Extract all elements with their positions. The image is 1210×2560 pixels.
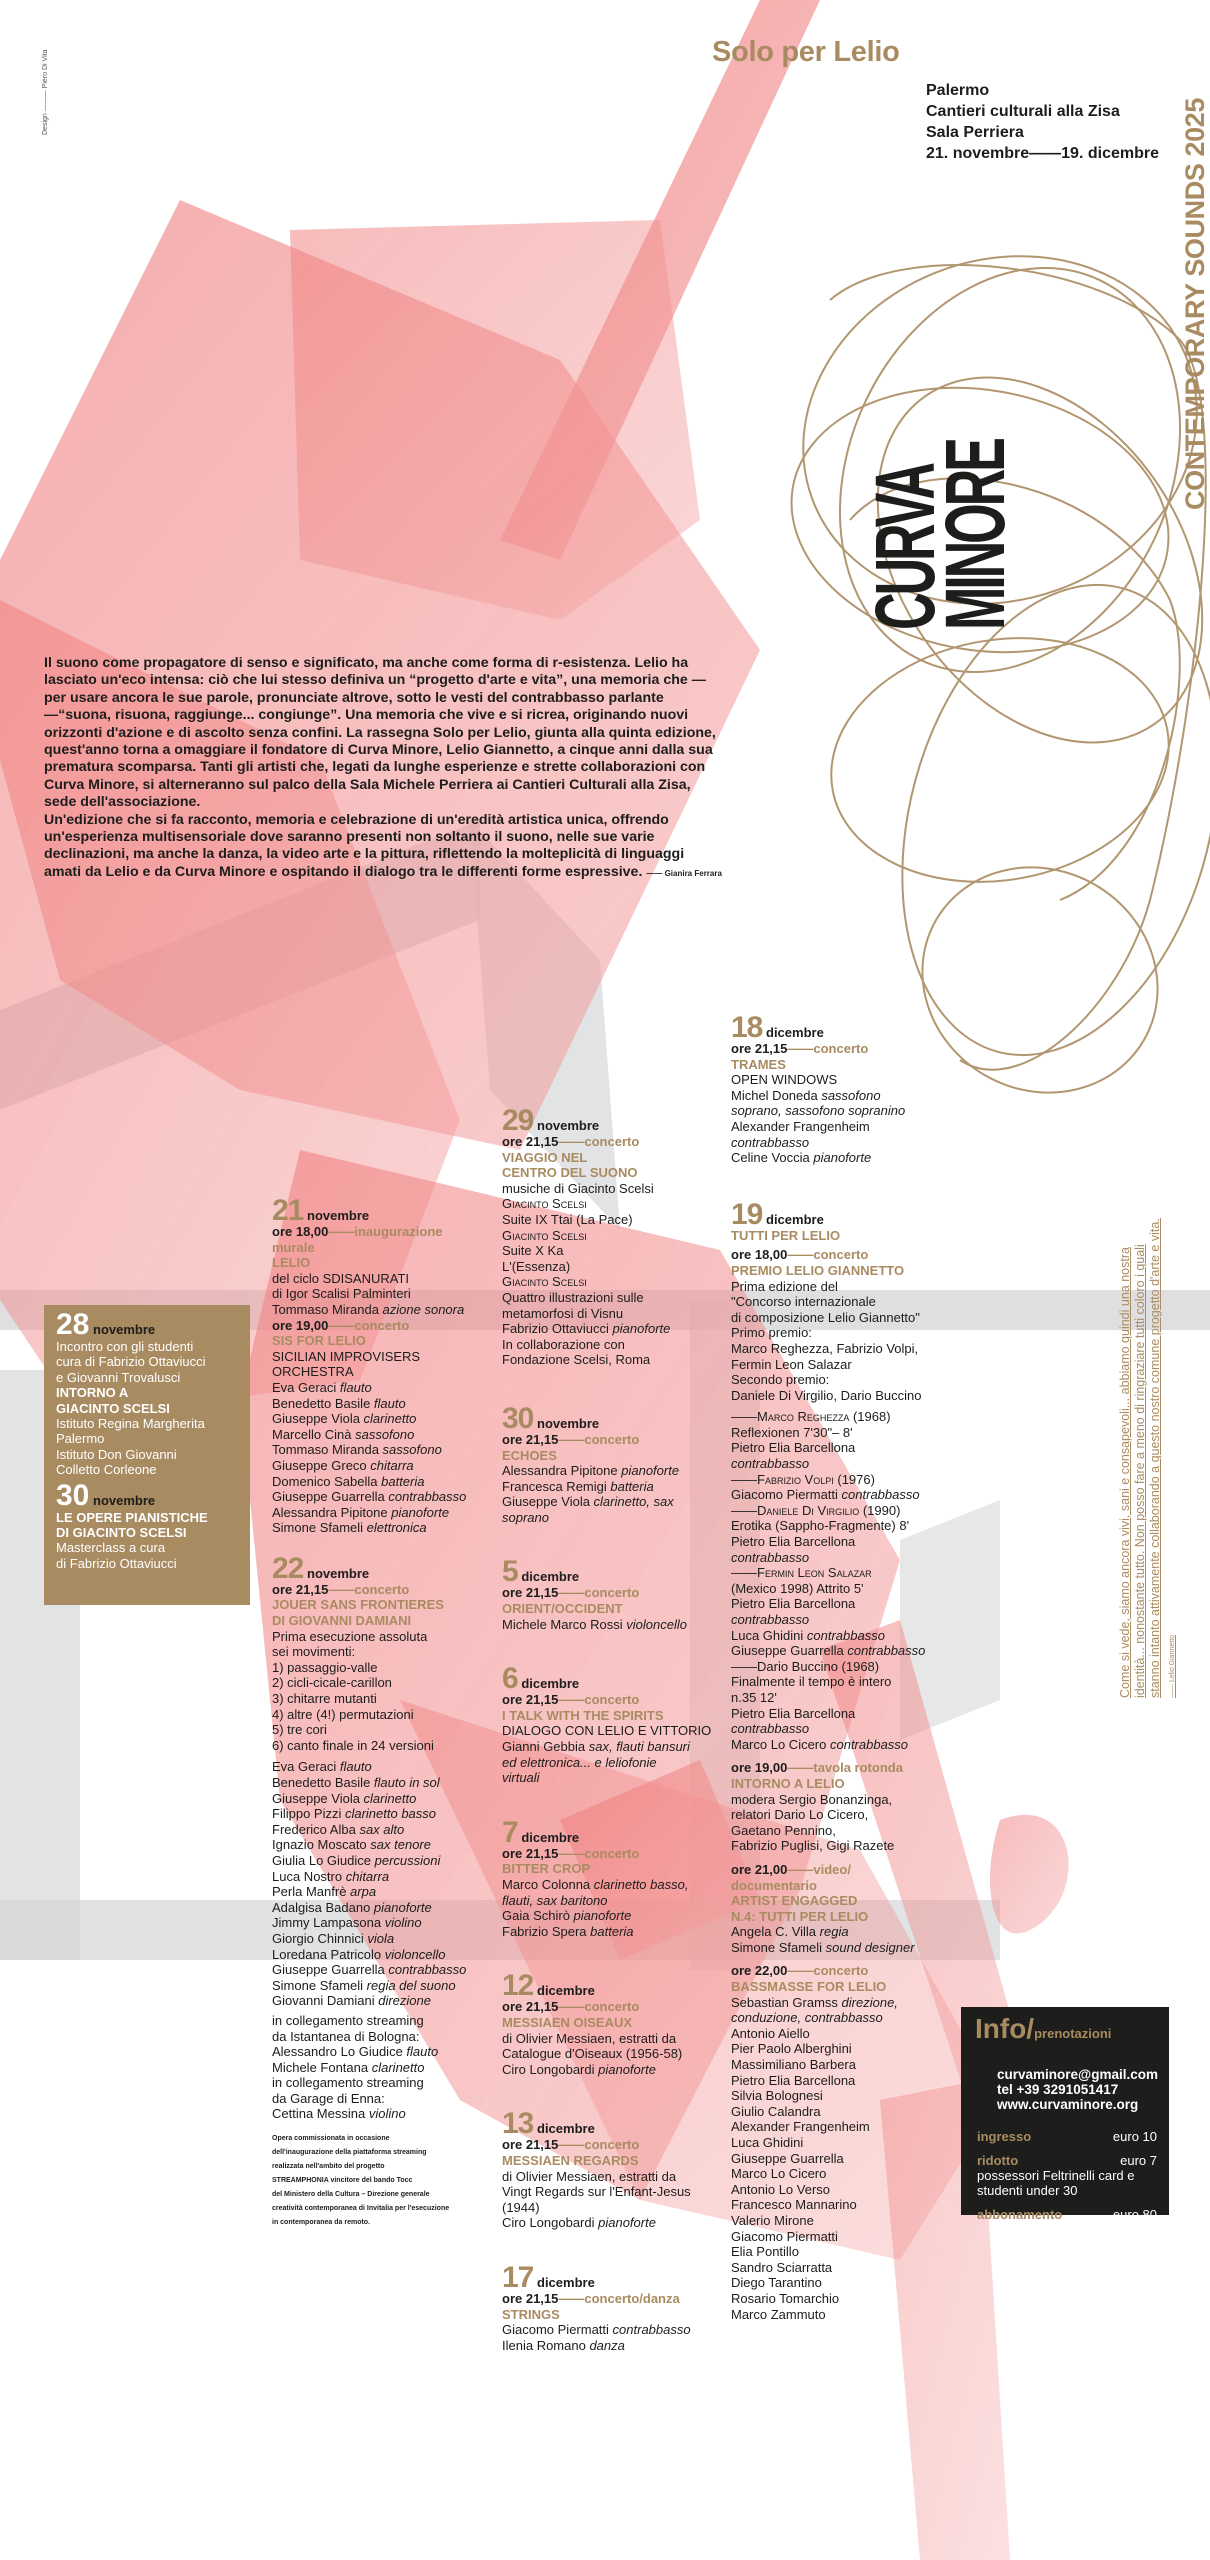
price-ingresso: ingresso euro 10 (977, 2129, 1157, 2144)
email-link[interactable]: curvaminore@gmail.com (997, 2067, 1158, 2082)
brand-line-2: MINORE (928, 440, 1022, 630)
intro-signature: —— Gianira Ferrara (646, 868, 722, 878)
school-events-box: 28 novembre Incontro con gli studenti cura di Fabrizio Ottaviucci e Giovanni Trovalusci INTORNO A GIACINTO SCELSI Istituto Regina Margherita Palermo Istituto Don Giovanni Colletto Corleone 30 novembre LE OPERE PIANISTICHE DI GIACINTO SCELSI Masterclass a cura di Fabrizio Ottaviucci (44, 1305, 250, 1605)
schedule-column-3: 18 dicembre ore 21,15——concerto TRAMES OPEN WINDOWS Michel Doneda sassofono soprano, sassofono sopranino Alexander Frangenheim contrabbasso Celine Voccia pianoforte 19 dicembre TUTTI PER LELIO ore 18,00——concerto PREMIO LELIO GIANNETTO Prima edizione del "Concorso internazionale di composizione Lelio Giannetto" Primo premio: Marco Reghezza, Fabrizio Volpi, Fermin Leon Salazar Secondo premio: Daniele Di Virgilio, Dario Buccino ——Marco Reghezza (1968) Reflexionen 7'30"– 8' Pietro Elia Barcellona contrabbasso ——Fabrizio Volpi (1976) Giacomo Piermatti contrabbasso ——Daniele Di Virgilio (1990) Erotika (Sappho-Fragmente) 8' Pietro Elia Barcellona contrabbasso ——Fermin Leon Salazar (Mexico 1998) Attrito 5' Pietro Elia Barcellona contrabbasso Luca Ghidini contrabbasso Giuseppe Guarrella contrabbasso ——Dario Buccino (1968) Finalmente il tempo è intero n.35 12' Pietro Elia Barcellona contrabbasso Marco Lo Cicero contrabbasso ore 19,00——tavola rotonda INTORNO A LELIO modera Sergio Bonanzinga, relatori Dario Lo Cicero, Gaetano Pennino, Fabrizio Puglisi, Gigi Razete ore 21,00——video/ documentario ARTIST ENGAGGED N.4: TUTTI PER LELIO Angela C. Villa regia Simone Sfameli sound designer ore 22,00——concerto BASSMASSE FOR LELIO Sebastian Gramss direzione, conduzione, contrabbasso Antonio Aiello Pier Paolo Alberghini Massimiliano Barbera Pietro Elia Barcellona Silvia Bolognesi Giulio Calandra Alexander Frangenheim Luca Ghidini Giuseppe Guarrella Marco Lo Cicero Antonio Lo Verso Francesco Mannarino Valerio Mirone Giacomo Piermatti Elia Pontillo Sandro Sciarratta Diego Tarantino Rosario Tomarchio Marco Zammuto (731, 1011, 926, 2322)
phone-link[interactable]: tel +39 3291051417 (997, 2082, 1119, 2097)
venue: Cantieri culturali alla Zisa (926, 103, 1120, 120)
info-contacts (997, 2067, 1158, 2112)
brand-subtitle: CONTEMPORARY SOUNDS 2025 (1180, 98, 1210, 510)
intro-text (44, 655, 724, 882)
schedule-column-2: 29 novembre ore 21,15——concerto VIAGGIO NEL CENTRO DEL SUONO musiche di Giacinto Scelsi Giacinto Scelsi Suite IX Ttai (La Pace) Giacinto Scelsi Suite X Ka L'(Essenza) Giacinto Scelsi Quattro illustrazioni sulle metamorfosi di Visnu Fabrizio Ottaviucci pianoforte In collaborazione con Fondazione Scelsi, Roma 30 novembre ore 21,15——concerto ECHOES Alessandra Pipitone pianoforte Francesca Remigi batteria Giuseppe Viola clarinetto, sax soprano 5 dicembre ore 21,15——concerto ORIENT/OCCIDENT Michele Marco Rossi violoncello 6 dicembre ore 21,15——concerto I TALK WITH THE SPIRITS DIALOGO CON LELIO E VITTORIO Gianni Gebbia sax, flauti bansuri ed elettronica... e leliofonie virtuali 7 dicembre ore 21,15——concerto BITTER CROP Marco Colonna clarinetto basso, flauti, sax baritono Gaia Schirò pianoforte Fabrizio Spera batteria 12 dicembre ore 21,15——concerto MESSIAEN OISEAUX di Olivier Messiaen, estratti da Catalogue d'Oiseaux (1956-58) Ciro Longobardi pianoforte 13 dicembre ore 21,15——concerto MESSIAEN REGARDS di Olivier Messiaen, estratti da Vingt Regards sur l'Enfant-Jesus (1944) Ciro Longobardi pianoforte 17 dicembre ore 21,15——concerto/danza STRINGS Giacomo Piermatti contrabbasso Ilenia Romano danza (502, 1104, 712, 2353)
schedule-column-1: 21 novembre ore 18,00——inaugurazione murale LELIO del ciclo SDISANURATI di Igor Scalisi Palminteri Tommaso Miranda azione sonora ore 19,00——concerto SIS FOR LELIO SICILIAN IMPROVISERS ORCHESTRA Eva Geraci flauto Benedetto Basile flauto Giuseppe Viola clarinetto Marcello Cinà sassofono Tommaso Miranda sassofono Giuseppe Greco chitarra Domenico Sabella batteria Giuseppe Guarrella contrabbasso Alessandra Pipitone pianoforte Simone Sfameli elettronica 22 novembre ore 21,15——concerto JOUER SANS FRONTIERES DI GIOVANNI DAMIANI Prima esecuzione assoluta sei movimenti: 1) passaggio-valle 2) cicli-cicale-carillon 3) chitarre mutanti 4) altre (4!) permutazioni 5) tre cori 6) canto finale in 24 versioni Eva Geraci flauto Benedetto Basile flauto in sol Giuseppe Viola clarinetto Filippo Pizzi clarinetto basso Frederico Alba sax alto Ignazio Moscato sax tenore Giulia Lo Giudice percussioni Luca Nostro chitarra Perla Manfrè arpa Adalgisa Badano pianoforte Jimmy Lampasona violino Giorgio Chinnici viola Loredana Patricolo violoncello Giuseppe Guarrella contrabbasso Simone Sfameli regia del suono Giovanni Damiani direzione in collegamento streaming da Istantanea di Bologna: Alessandro Lo Giudice flauto Michele Fontana clarinetto in collegamento streaming da Garage di Enna: Cettina Messina violino Opera commissionata in occasione dell'inaugurazione della piattaforma streaming realizzata nell'ambito del progetto STREAMPHONIA vincitore del bando Tocc del Ministero della Cultura – Direzione generale creatività contemporanea di Invitalia per l'esecuzione in contemporanea da remoto. (272, 1194, 467, 2227)
website-link[interactable]: www.curvaminore.org (997, 2097, 1139, 2112)
info-box (961, 2007, 1169, 2222)
poster-title: Solo per Lelio (712, 36, 900, 68)
brand-logotype (858, 190, 1022, 630)
price-ridotto: ridotto euro 7 possessori Feltrinelli card e studenti under 30 (977, 2153, 1157, 2198)
venue-info (926, 80, 1159, 164)
design-credit: Design ——— Piero Di Vita (42, 49, 49, 135)
info-heading: Info/prenotazioni (975, 2013, 1112, 2044)
price-abbonamento: abbonamento euro 80 (977, 2207, 1157, 2222)
city: Palermo (926, 82, 990, 99)
lelio-quote: Come si vede, siamo ancora vivi, sani e consapevoli... abbiamo quindi una nostra identità... nonostante tutto. Non posso fare a meno di ringraziare tutti coloro i quali stanno intanto attivamente collaborando a questo nostro comune progetto d'arte e vita. —— Lelio Giannetto (1118, 1218, 1176, 1698)
intro-paragraph-1: Il suono come propagatore di senso e significato, ma anche come forma di r-esistenza. Lelio ha lasciato un'eco intensa: ciò che lui stesso definiva un “progetto d'arte e vita”, una memoria che — per usare ancora le sue parole, pronunciate altrove, sotto le vesti del contrabbasso parlante —“suona, risuona, raggiunge... congiunge”. Una memoria che vive e si ricrea, originando nuovi orizzonti d'azione e di ascolto senza confini. La rassegna Solo per Lelio, giunta alla quinta edizione, quest'anno torna a omaggiare il fondatore di Curva Minore, Lelio Giannetto, a cinque anni dalla sua prematura scomparsa. Tanti gli artisti che, legati da lunghe esperienze e strette collaborazioni con Curva Minore, si alterneranno sul palco della Sala Michele Perriera ai Cantieri Culturali alla Zisa, sede dell'associazione. (44, 655, 716, 811)
dates: 21. novembre——19. dicembre (926, 145, 1159, 162)
hall: Sala Perriera (926, 124, 1024, 141)
intro-paragraph-2: Un'edizione che si fa racconto, memoria e celebrazione di un'eredità artistica unica, offrendo un'esperienza multisensoriale dove saranno presenti non soltanto il suono, nelle sue varie declinazioni, ma anche la danza, la video arte e la pittura, riflettendo la molteplicità di linguaggi amati da Lelio e da Curva Minore e ospitando il dialogo tra le differenti forme espressive. —— Gianira Ferrara (44, 811, 722, 880)
brand-line-1: CURVA (858, 465, 952, 630)
